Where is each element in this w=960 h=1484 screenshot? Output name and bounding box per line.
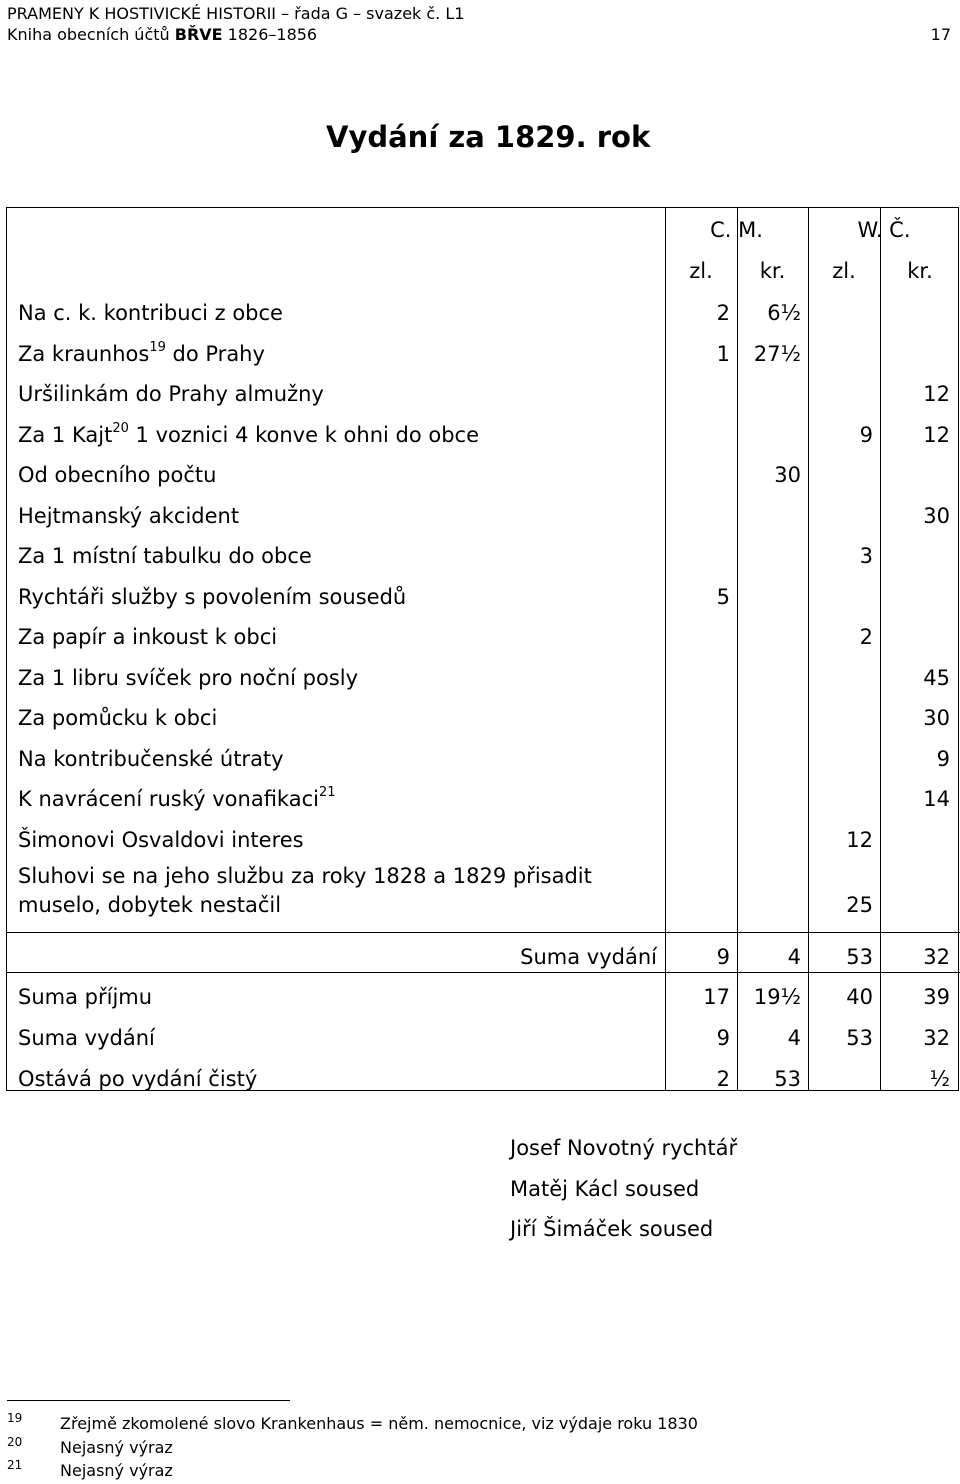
- footnote: [7, 1458, 947, 1483]
- amount-wc-zl: 12: [846, 827, 873, 852]
- row-text: Za 1 libru svíček pro noční posly: [18, 665, 359, 690]
- row-text: Hejtmanský akcident: [18, 503, 240, 528]
- footnote-number: 20: [7, 1434, 23, 1449]
- ledger-row-description: [18, 665, 358, 691]
- book-title-prefix: Kniha obecních účtů: [7, 25, 175, 44]
- footnote-reference: 20: [112, 420, 129, 436]
- amount-wc-zl: 9: [859, 422, 873, 447]
- signature-line: Josef Novotný rychtář: [510, 1136, 738, 1160]
- amount-cm-zl: 2: [716, 1067, 730, 1091]
- amount-cm-kr: 4: [787, 1026, 801, 1050]
- footnote: [7, 1434, 947, 1460]
- amount-cm-kr: 27½: [753, 341, 801, 366]
- row-text: Za pomůcku k obci: [18, 706, 218, 730]
- row-text: Za kraunhos: [18, 341, 150, 366]
- unit-header: zl.: [832, 259, 856, 283]
- ledger-row-description: [18, 786, 336, 812]
- footnote-text: Zřejmě zkomolené slovo Krankenhaus = něm. nemocnice, viz výdaje roku 1830: [60, 1414, 698, 1433]
- amount-cm-zl: 9: [716, 945, 730, 969]
- amount-cm-zl: 1: [716, 341, 730, 366]
- book-title-village: BŘVE: [174, 25, 223, 44]
- row-text: Od obecního počtu: [18, 463, 217, 487]
- footnote-separator: [7, 1400, 290, 1401]
- unit-header: kr.: [907, 259, 933, 283]
- row-text: Uršilinkám do Prahy almužny: [18, 382, 324, 406]
- row-text: Na c. k. kontribuci z obce: [18, 301, 283, 325]
- book-title-years: 1826–1856: [222, 25, 318, 44]
- footnote-reference: 19: [149, 339, 166, 355]
- ledger-row-description: [18, 624, 277, 650]
- ledger-row-description-line2: muselo, dobytek nestačil: [18, 893, 282, 917]
- amount-cm-zl: 17: [703, 985, 730, 1009]
- ledger-row-description-line1: Sluhovi se na jeho službu za roky 1828 a 1829 přisadit: [18, 864, 592, 888]
- ledger-row-description: [18, 503, 239, 529]
- amount-cm-zl: 5: [716, 584, 730, 609]
- summary-label: Suma vydání: [18, 1026, 155, 1050]
- row-text: Rychtáři služby s povolením sousedů: [18, 584, 407, 609]
- ledger-row-description: [18, 300, 283, 326]
- footnote: [7, 1411, 947, 1436]
- footnote-text: Nejasný výraz: [60, 1437, 173, 1457]
- row-text-continued: 1 voznici 4 konve k ohni do obce: [128, 422, 480, 447]
- amount-wc-zl: 2: [859, 625, 873, 649]
- signature-line: Jiří Šimáček soused: [510, 1217, 714, 1241]
- row-text-continued: do Prahy: [165, 341, 265, 366]
- amount-cm-kr: 19½: [753, 985, 801, 1009]
- amount-wc-kr: 32: [923, 945, 950, 969]
- amount-cm-kr: 30: [774, 463, 801, 487]
- page-title: Vydání za 1829. rok: [326, 120, 651, 154]
- row-text: Za papír a inkoust k obci: [18, 625, 278, 649]
- currency-header-cm: C. M.: [710, 218, 763, 242]
- row-text: Za 1 Kajt: [18, 422, 113, 447]
- row-divider: [7, 932, 960, 933]
- footnote-reference: 21: [318, 785, 336, 800]
- amount-cm-zl: 9: [716, 1026, 730, 1050]
- book-title: [7, 24, 953, 45]
- unit-header: kr.: [759, 259, 786, 283]
- amount-wc-kr: 30: [923, 706, 950, 730]
- ledger-row-description: [18, 341, 265, 367]
- row-text: K navrácení ruský vonafikaci: [18, 787, 319, 811]
- ledger-row-description: [18, 584, 406, 610]
- amount-wc-kr: 14: [923, 787, 950, 811]
- amount-wc-zl: 40: [846, 985, 873, 1009]
- amount-wc-kr: 9: [936, 746, 950, 771]
- row-text: Šimonovi Osvaldovi interes: [18, 827, 304, 852]
- amount-wc-kr: 30: [923, 503, 950, 528]
- amount-cm-zl: 2: [716, 301, 730, 325]
- ledger-table: [6, 207, 959, 1091]
- amount-wc-zl: 53: [846, 1026, 873, 1050]
- amount-wc-kr: 12: [923, 382, 950, 406]
- summary-label: Ostává po vydání čistý: [18, 1067, 258, 1091]
- row-divider: [7, 972, 960, 973]
- amount-cm-kr: 6½: [767, 301, 801, 325]
- amount-wc-zl: 25: [846, 893, 873, 917]
- amount-wc-kr: 32: [923, 1026, 950, 1050]
- ledger-row-description: [18, 381, 324, 407]
- footnote-text: Nejasný výraz: [60, 1461, 173, 1480]
- summary-label: Suma příjmu: [18, 985, 153, 1009]
- signature-line: Matěj Kácl soused: [510, 1176, 700, 1201]
- amount-wc-kr: ½: [929, 1067, 950, 1091]
- suma-vydani-label: Suma vydání: [520, 945, 657, 969]
- row-text: Na kontribučenské útraty: [18, 746, 284, 771]
- ledger-row-description: [18, 746, 284, 772]
- amount-cm-kr: 4: [787, 945, 801, 969]
- currency-header-wc: W. Č.: [857, 218, 911, 242]
- running-header: [7, 3, 953, 45]
- ledger-row-description: [18, 543, 312, 569]
- amount-wc-zl: 3: [859, 544, 873, 568]
- footnote-number: 21: [7, 1458, 23, 1472]
- ledger-row-description: [18, 827, 304, 853]
- footnote-number: 19: [7, 1411, 23, 1425]
- ledger-row-description: [18, 422, 479, 448]
- amount-wc-zl: 53: [846, 945, 873, 969]
- ledger-row-description: [18, 462, 216, 488]
- amount-wc-kr: 45: [923, 665, 950, 690]
- series-title: PRAMENY K HOSTIVICKÉ HISTORII – řada G – svazek č. L1: [7, 4, 465, 23]
- page-number: 17: [930, 25, 951, 44]
- unit-header: zl.: [689, 259, 713, 283]
- amount-wc-kr: 12: [923, 422, 950, 447]
- amount-wc-kr: 39: [923, 985, 950, 1009]
- amount-cm-kr: 53: [774, 1067, 801, 1091]
- row-text: Za 1 místní tabulku do obce: [18, 544, 312, 568]
- ledger-row-description: [18, 705, 217, 731]
